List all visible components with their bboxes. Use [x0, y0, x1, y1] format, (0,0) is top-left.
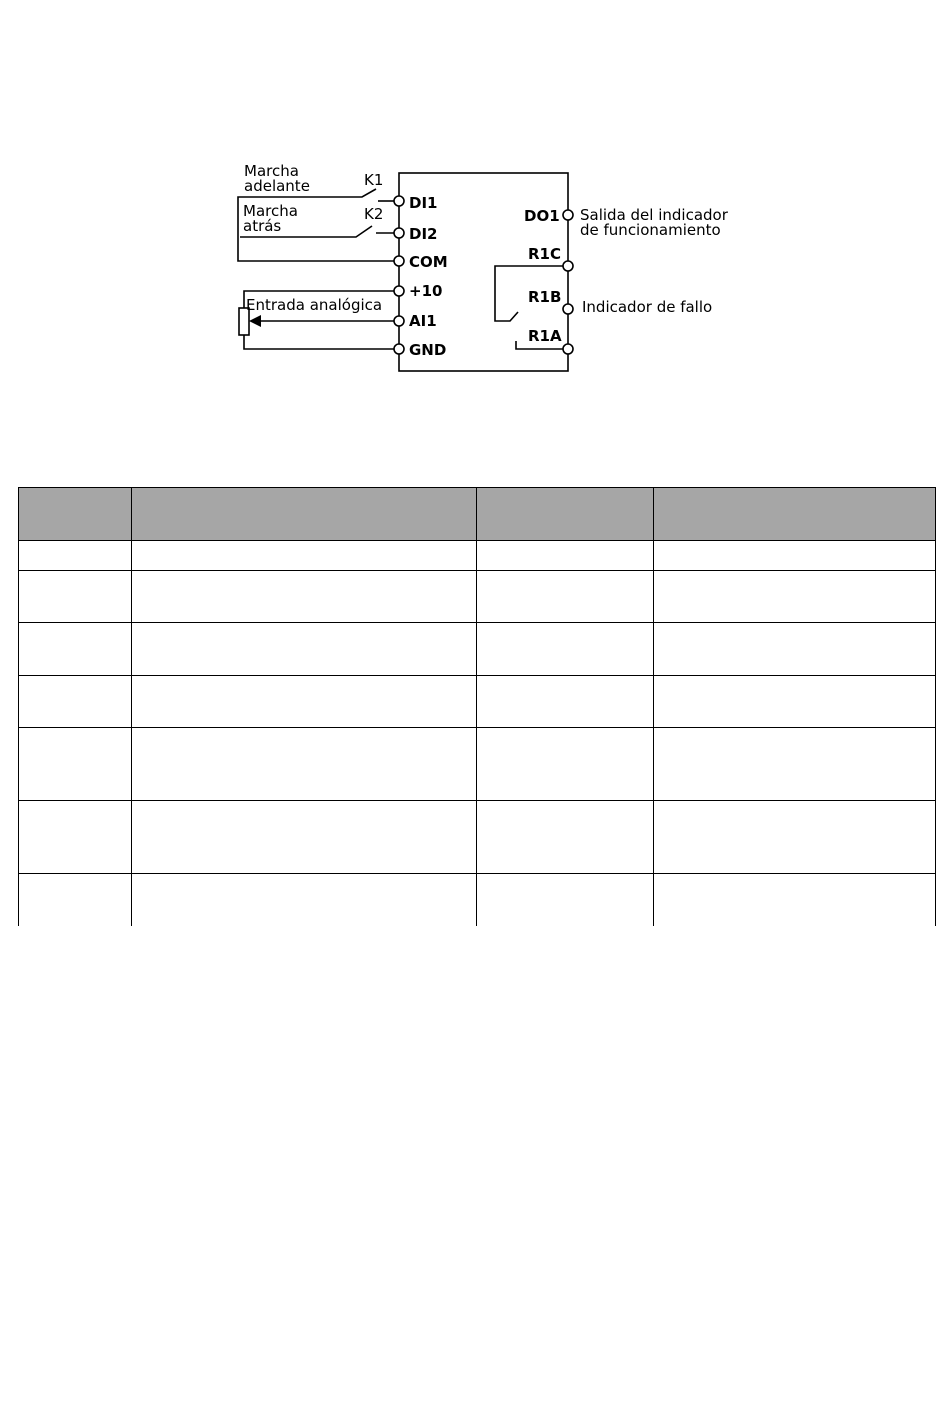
terminal-label-do1: DO1 [524, 207, 560, 225]
table-cell [654, 623, 936, 676]
terminal-gnd [394, 344, 404, 354]
table-cell [19, 571, 132, 623]
k1-switch-label: K1 [364, 171, 384, 189]
terminal-label-r1c: R1C [528, 245, 561, 263]
terminal-r1a [563, 344, 573, 354]
fault-indicator-label: Indicador de fallo [582, 298, 713, 316]
table-cell [654, 728, 936, 801]
table-cell [654, 541, 936, 571]
table-cell [132, 623, 477, 676]
do1-label-line2: de funcionamiento [580, 221, 721, 239]
table-cell [19, 676, 132, 728]
table-cell [654, 676, 936, 728]
terminal-label-di2: DI2 [409, 225, 438, 243]
table-cell [132, 874, 477, 926]
table-cell [477, 874, 654, 926]
k2-label-line1: Marcha [243, 202, 298, 220]
terminal-di2 [394, 228, 404, 238]
table-cell [19, 801, 132, 874]
do1-label-line1: Salida del indicador [580, 206, 728, 224]
terminal-r1b [563, 304, 573, 314]
table-cell [132, 571, 477, 623]
table-header-row [19, 488, 936, 541]
terminal-ai1 [394, 316, 404, 326]
table-cell [19, 541, 132, 571]
table-row [19, 623, 936, 676]
wiring-diagram [0, 0, 950, 420]
terminal-label-com: COM [409, 253, 448, 271]
table-row [19, 874, 936, 926]
table-row [19, 541, 936, 571]
table-cell [477, 676, 654, 728]
table-row [19, 801, 936, 874]
terminal-do1 [563, 210, 573, 220]
table-cell [132, 676, 477, 728]
table-cell [654, 571, 936, 623]
table-cell [19, 728, 132, 801]
terminal-label-gnd: GND [409, 341, 447, 359]
table-cell [132, 728, 477, 801]
pot-wiper-arrow [249, 315, 261, 327]
terminal-label-r1a: R1A [528, 327, 562, 345]
table-cell [477, 728, 654, 801]
table-row [19, 676, 936, 728]
table-cell [654, 801, 936, 874]
k1-label-line2: adelante [244, 177, 310, 195]
k2-label-line2: atrás [243, 217, 282, 235]
table-cell [477, 541, 654, 571]
pot-bottom-wire [244, 335, 394, 349]
terminal-label-r1b: R1B [528, 288, 562, 306]
table-cell [19, 874, 132, 926]
table-cell [477, 571, 654, 623]
table-cell [477, 623, 654, 676]
table-header-cell [477, 488, 654, 541]
table-cell [477, 801, 654, 874]
terminal-label-di1: DI1 [409, 194, 438, 212]
table-header-cell [19, 488, 132, 541]
terminal-r1c [563, 261, 573, 271]
table-cell [132, 801, 477, 874]
terminal-di1 [394, 196, 404, 206]
terminal-plus10 [394, 286, 404, 296]
table-row [19, 571, 936, 623]
terminal-label-ai1: AI1 [409, 312, 437, 330]
k2-switch-label: K2 [364, 205, 384, 223]
table-cell [654, 874, 936, 926]
terminal-label-plus10: +10 [409, 282, 443, 300]
analog-input-label: Entrada analógica [246, 296, 383, 314]
parameter-table [18, 487, 936, 926]
k1-label-line1: Marcha [244, 162, 299, 180]
terminal-com [394, 256, 404, 266]
table-header-cell [654, 488, 936, 541]
table-cell [19, 623, 132, 676]
table-cell [132, 541, 477, 571]
table-row [19, 728, 936, 801]
table-header-cell [132, 488, 477, 541]
